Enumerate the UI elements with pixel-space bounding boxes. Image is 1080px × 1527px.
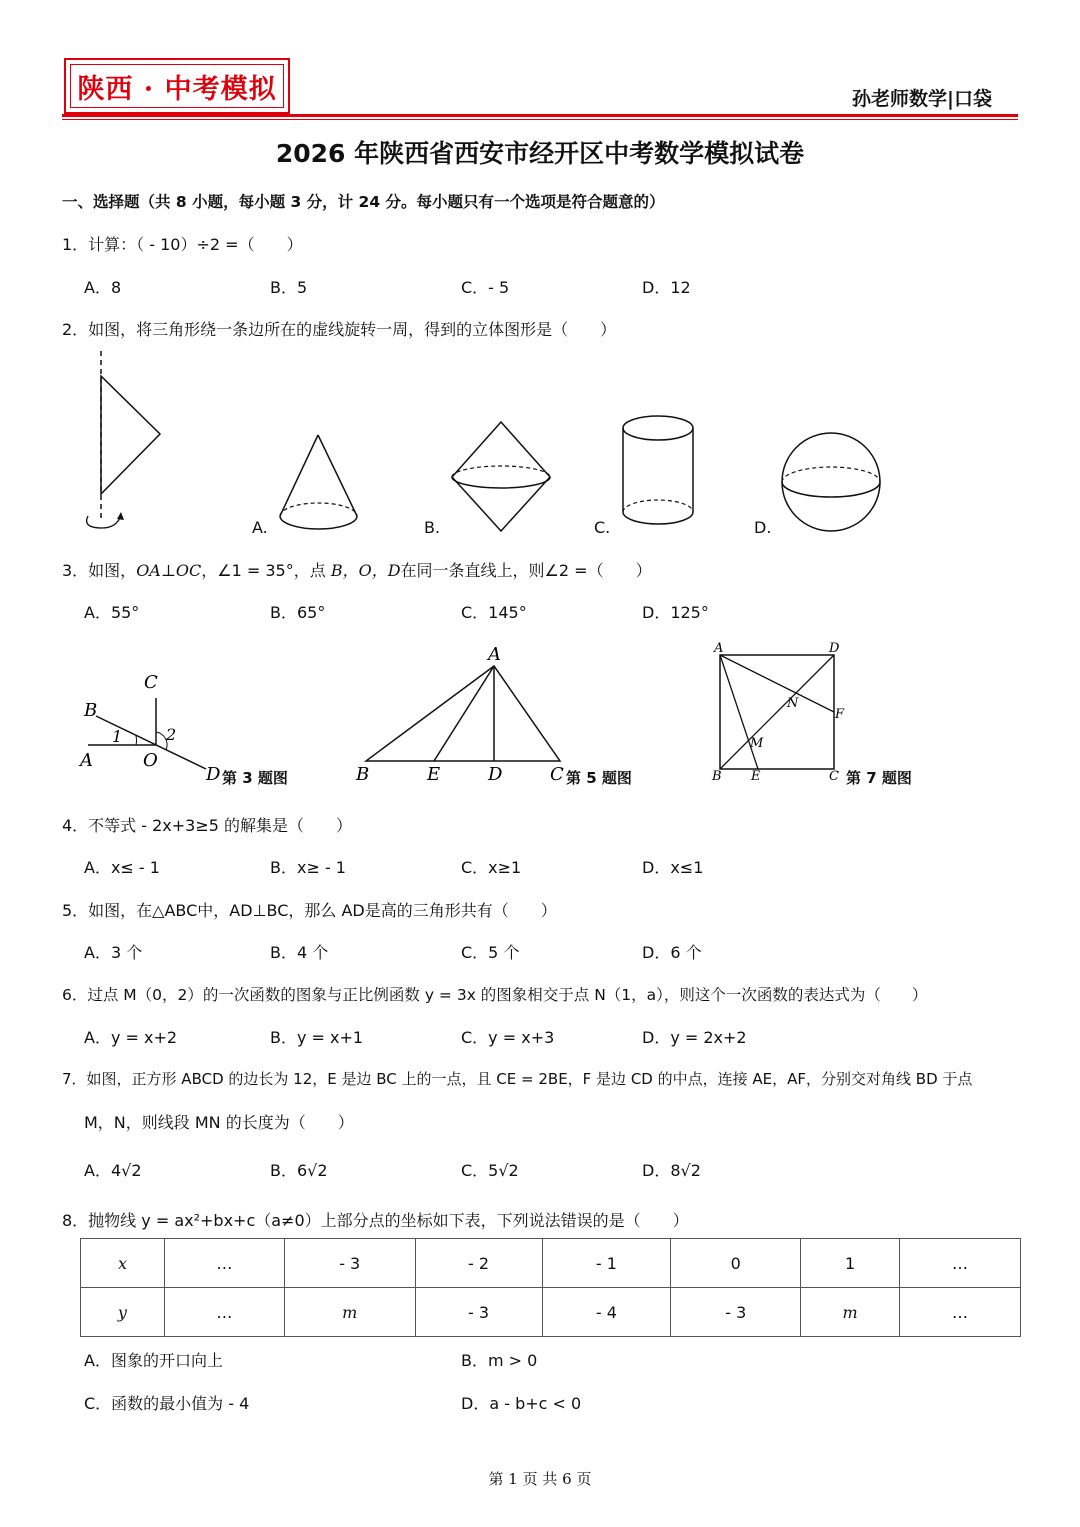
q4-option-a: A．x≤ - 1 xyxy=(84,858,160,877)
fig7-label-a: A xyxy=(714,641,724,656)
q8-option-b: B．m > 0 xyxy=(461,1351,538,1370)
table-cell: y xyxy=(81,1288,165,1337)
table-cell: … xyxy=(900,1239,1021,1288)
q1-option-c: C．- 5 xyxy=(461,278,510,297)
header-stamp xyxy=(64,58,290,114)
page-title: 2026 年陕西省西安市经开区中考数学模拟试卷 xyxy=(275,139,805,168)
table-cell: … xyxy=(164,1239,284,1288)
table-cell: - 3 xyxy=(284,1239,415,1288)
q3-option-d: D．125° xyxy=(642,603,709,622)
q2-label-a: A. xyxy=(252,518,268,537)
fig7-label-n: N xyxy=(787,696,799,711)
q6-option-d: D．y = 2x+2 xyxy=(642,1028,747,1047)
question-3-stem: 3．如图，OA⊥OC，∠1 = 35°，点 B，O，D在同一条直线上，则∠2 =（ ） xyxy=(62,561,652,580)
q8-option-d: D．a - b+c < 0 xyxy=(461,1394,582,1413)
fig3-label-2: 2 xyxy=(166,725,177,744)
cylinder-figure xyxy=(618,408,700,536)
figure-7-caption: 第 7 题图 xyxy=(846,769,912,787)
q6-option-b: B．y = x+1 xyxy=(270,1028,364,1047)
question-2-stem: 2．如图，将三角形绕一条边所在的虚线旋转一周，得到的立体图形是（ ） xyxy=(62,320,617,339)
sphere-figure xyxy=(780,432,884,536)
figure-5 xyxy=(352,640,572,785)
q2-label-b: B. xyxy=(424,518,441,537)
q5-option-c: C．5 个 xyxy=(461,943,520,962)
fig5-label-b: B xyxy=(356,764,370,785)
table-cell: - 2 xyxy=(415,1239,542,1288)
fig5-label-c: C xyxy=(550,764,564,785)
fig3-label-b: B xyxy=(84,700,98,721)
q7-option-d: D．8√2 xyxy=(642,1161,701,1180)
fig3-label-c: C xyxy=(144,672,158,693)
q2-label-d: D. xyxy=(754,518,772,537)
header-rule-thin xyxy=(62,119,1018,120)
q8-option-c: C．函数的最小值为 - 4 xyxy=(84,1394,250,1413)
q3-option-c: C．145° xyxy=(461,603,527,622)
table-cell: 0 xyxy=(671,1239,801,1288)
rotating-triangle-figure xyxy=(80,348,180,533)
fig3-label-a: A xyxy=(80,750,93,771)
fig7-label-b: B xyxy=(712,769,722,784)
q1-option-a: A．8 xyxy=(84,278,122,297)
q8-table xyxy=(80,1238,1021,1337)
fig5-label-d: D xyxy=(488,764,503,785)
table-cell: 1 xyxy=(801,1239,900,1288)
q1-option-b: B．5 xyxy=(270,278,308,297)
q4-option-d: D．x≤1 xyxy=(642,858,704,877)
figure-5-caption: 第 5 题图 xyxy=(566,769,632,787)
q4-option-c: C．x≥1 xyxy=(461,858,522,877)
table-cell: - 3 xyxy=(671,1288,801,1337)
figure-3 xyxy=(76,668,226,788)
fig3-label-o: O xyxy=(143,750,158,771)
figure-7 xyxy=(708,636,858,786)
figure-3-caption: 第 3 题图 xyxy=(222,769,288,787)
fig3-label-1: 1 xyxy=(112,727,123,746)
q1-option-d: D．12 xyxy=(642,278,691,297)
question-8-stem: 8．抛物线 y = ax²+bx+c（a≠0）上部分点的坐标如下表，下列说法错误的是（ ） xyxy=(62,1211,689,1230)
page-footer: 第 1 页 共 6 页 xyxy=(488,1470,592,1488)
question-7-stem-line2: M，N，则线段 MN 的长度为（ ） xyxy=(84,1113,354,1132)
q7-option-c: C．5√2 xyxy=(461,1161,519,1180)
fig7-label-e: E xyxy=(751,769,761,784)
question-4-stem: 4．不等式 - 2x+3≥5 的解集是（ ） xyxy=(62,816,353,835)
table-cell: m xyxy=(801,1288,900,1337)
q6-option-c: C．y = x+3 xyxy=(461,1028,555,1047)
fig5-label-a: A xyxy=(488,644,501,665)
q2-label-c: C. xyxy=(594,518,611,537)
q7-option-a: A．4√2 xyxy=(84,1161,142,1180)
brand-text: 孙老师数学|口袋 xyxy=(852,88,992,110)
section-heading: 一、选择题（共 8 小题，每小题 3 分，计 24 分。每小题只有一个选项是符合题意的） xyxy=(62,193,665,211)
q3-option-b: B．65° xyxy=(270,603,326,622)
table-cell: … xyxy=(900,1288,1021,1337)
q6-option-a: A．y = x+2 xyxy=(84,1028,178,1047)
fig5-label-e: E xyxy=(427,764,441,785)
question-5-stem: 5．如图，在△ABC中，AD⊥BC，那么 AD是高的三角形共有（ ） xyxy=(62,901,557,920)
table-cell: - 3 xyxy=(415,1288,542,1337)
question-7-stem-line1: 7．如图，正方形 ABCD 的边长为 12，E 是边 BC 上的一点，且 CE = 2BE，F 是边 CD 的中点，连接 AE，AF，分别交对角线 BD 于点 xyxy=(62,1070,973,1088)
question-1-stem: 1．计算：（ - 10）÷2 =（ ） xyxy=(62,235,303,254)
fig3-label-d: D xyxy=(206,764,221,785)
q5-option-a: A．3 个 xyxy=(84,943,143,962)
table-cell: - 4 xyxy=(542,1288,671,1337)
question-6-stem: 6．过点 M（0，2）的一次函数的图象与正比例函数 y = 3x 的图象相交于点 N（1，a），则这个一次函数的表达式为（ ） xyxy=(62,986,928,1004)
double-cone-figure xyxy=(446,418,556,536)
header-rule xyxy=(62,114,1018,117)
fig7-label-m: M xyxy=(750,736,764,751)
table-cell: … xyxy=(164,1288,284,1337)
q5-option-d: D．6 个 xyxy=(642,943,702,962)
table-cell: m xyxy=(284,1288,415,1337)
q7-option-b: B．6√2 xyxy=(270,1161,328,1180)
table-cell: x xyxy=(81,1239,165,1288)
fig7-label-f: F xyxy=(835,707,845,722)
fig7-label-c: C xyxy=(829,769,839,784)
table-row xyxy=(81,1239,1021,1288)
cone-figure xyxy=(272,430,367,535)
table-cell: - 1 xyxy=(542,1239,671,1288)
table-row xyxy=(81,1288,1021,1337)
fig7-label-d: D xyxy=(829,641,840,656)
q8-option-a: A．图象的开口向上 xyxy=(84,1351,223,1370)
q3-option-a: A．55° xyxy=(84,603,140,622)
stamp-text: 陕西 · 中考模拟 xyxy=(70,64,284,108)
q5-option-b: B．4 个 xyxy=(270,943,329,962)
q4-option-b: B．x≥ - 1 xyxy=(270,858,346,877)
